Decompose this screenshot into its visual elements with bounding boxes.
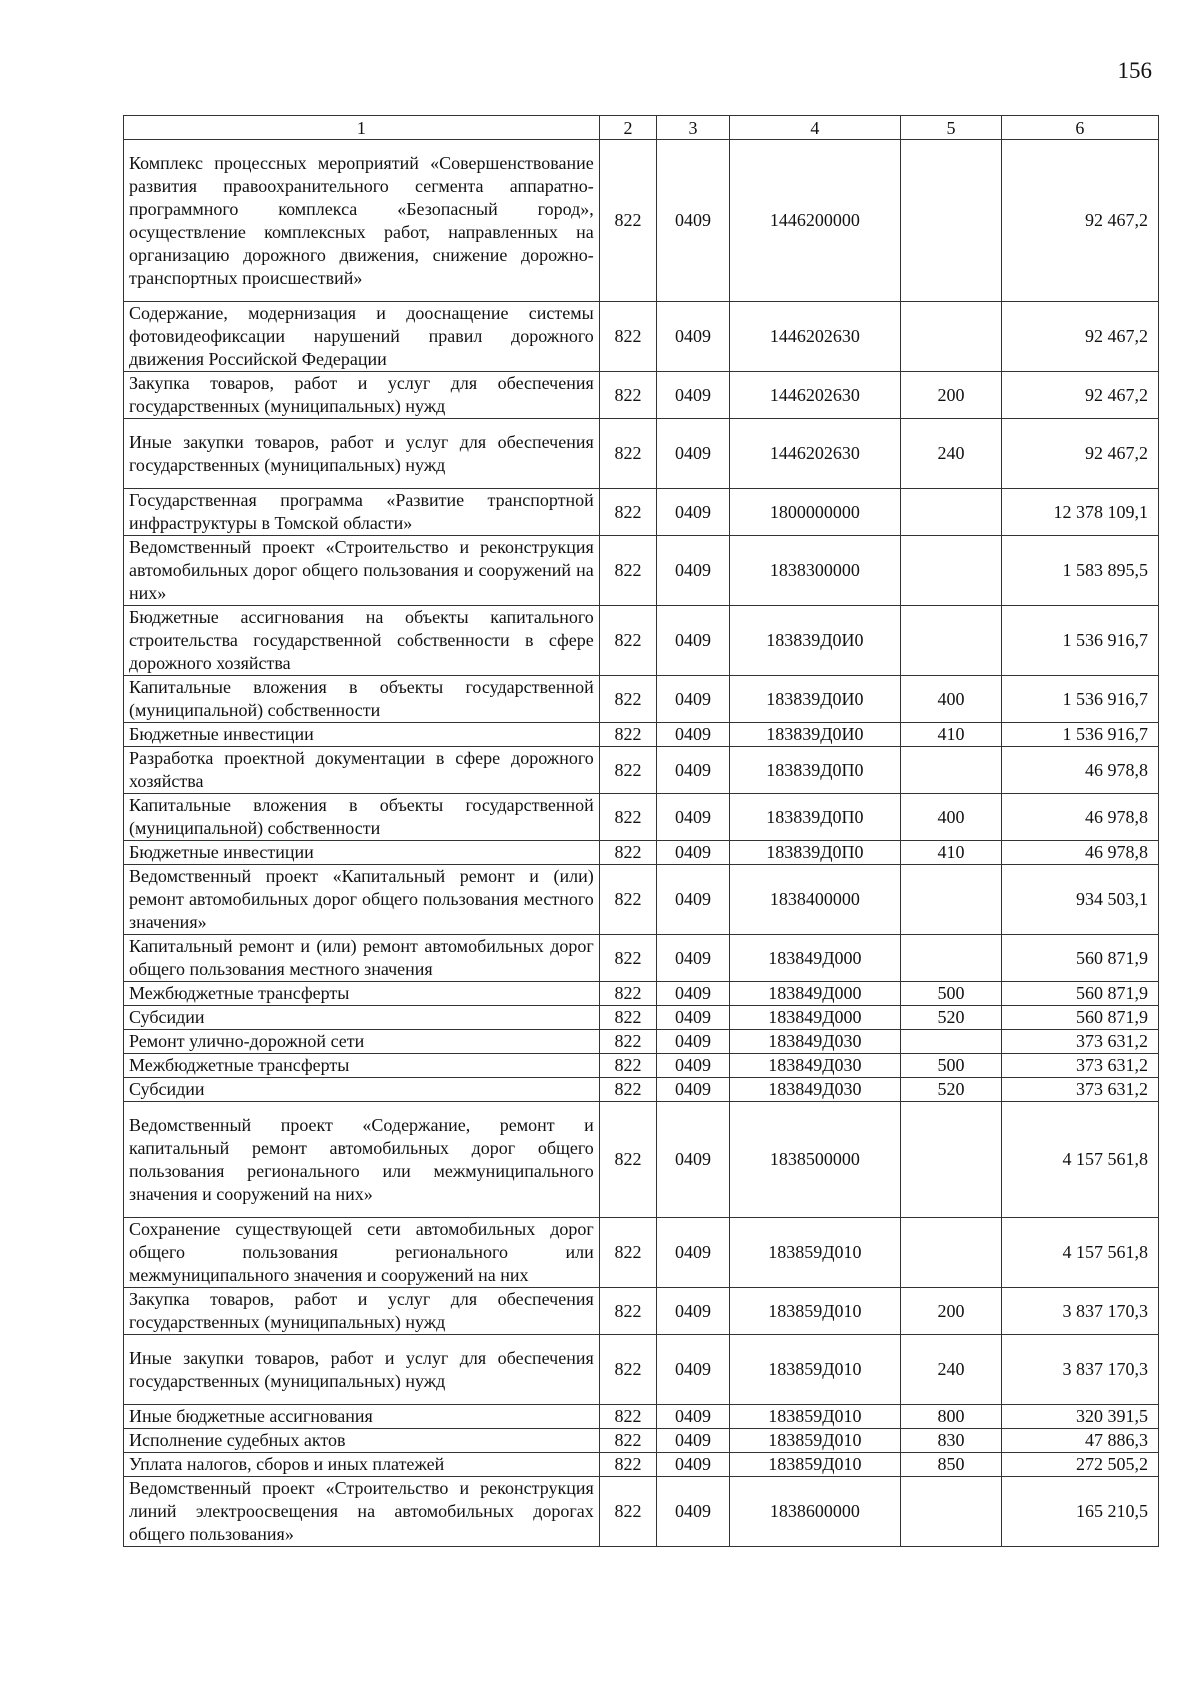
- cell-section: 0409: [657, 1453, 730, 1477]
- cell-amount: 272 505,2: [1001, 1453, 1158, 1477]
- cell-amount: 165 210,5: [1001, 1477, 1158, 1547]
- cell-section: 0409: [657, 1477, 730, 1547]
- cell-target-article: 183859Д010: [729, 1405, 900, 1429]
- cell-target-article: 1446202630: [729, 302, 900, 372]
- column-header: 6: [1001, 116, 1158, 140]
- cell-amount: 1 583 895,5: [1001, 536, 1158, 606]
- row-name: Закупка товаров, работ и услуг для обеспечения государственных (муниципальных) нужд: [124, 1288, 600, 1335]
- cell-target-article: 183859Д010: [729, 1218, 900, 1288]
- cell-expense-type: [901, 140, 1002, 302]
- cell-expense-type: 240: [901, 1335, 1002, 1405]
- cell-amount: 320 391,5: [1001, 1405, 1158, 1429]
- cell-amount: 3 837 170,3: [1001, 1335, 1158, 1405]
- cell-section: 0409: [657, 372, 730, 419]
- table-row: [124, 606, 1159, 676]
- cell-target-article: 183859Д010: [729, 1429, 900, 1453]
- row-name: Закупка товаров, работ и услуг для обеспечения государственных (муниципальных) нужд: [124, 372, 600, 419]
- cell-expense-type: 400: [901, 676, 1002, 723]
- cell-target-article: 183839Д0И0: [729, 676, 900, 723]
- cell-ministry: 822: [599, 982, 656, 1006]
- cell-section: 0409: [657, 841, 730, 865]
- cell-amount: 373 631,2: [1001, 1030, 1158, 1054]
- cell-section: 0409: [657, 1288, 730, 1335]
- table-row: [124, 489, 1159, 536]
- cell-ministry: 822: [599, 140, 656, 302]
- cell-amount: 46 978,8: [1001, 794, 1158, 841]
- cell-section: 0409: [657, 982, 730, 1006]
- cell-expense-type: 800: [901, 1405, 1002, 1429]
- cell-ministry: 822: [599, 1288, 656, 1335]
- cell-ministry: 822: [599, 1218, 656, 1288]
- row-name: Капитальные вложения в объекты государственной (муниципальной) собственности: [124, 794, 600, 841]
- cell-amount: 560 871,9: [1001, 1006, 1158, 1030]
- cell-target-article: 183849Д000: [729, 935, 900, 982]
- cell-amount: 560 871,9: [1001, 982, 1158, 1006]
- table-header-row: [124, 116, 1159, 140]
- cell-expense-type: [901, 1030, 1002, 1054]
- cell-ministry: 822: [599, 1477, 656, 1547]
- row-name: Государственная программа «Развитие транспортной инфраструктуры в Томской области»: [124, 489, 600, 536]
- cell-target-article: 183849Д030: [729, 1030, 900, 1054]
- cell-amount: 12 378 109,1: [1001, 489, 1158, 536]
- row-name: Ведомственный проект «Строительство и реконструкция автомобильных дорог общего пользования и сооружений на них»: [124, 536, 600, 606]
- row-name: Капитальный ремонт и (или) ремонт автомобильных дорог общего пользования местного значения: [124, 935, 600, 982]
- table-row: [124, 723, 1159, 747]
- cell-target-article: 1446202630: [729, 372, 900, 419]
- cell-expense-type: [901, 1218, 1002, 1288]
- cell-amount: 560 871,9: [1001, 935, 1158, 982]
- row-name: Субсидии: [124, 1078, 600, 1102]
- cell-target-article: 183839Д0П0: [729, 794, 900, 841]
- cell-expense-type: 200: [901, 372, 1002, 419]
- cell-ministry: 822: [599, 419, 656, 489]
- cell-amount: 92 467,2: [1001, 302, 1158, 372]
- cell-expense-type: [901, 489, 1002, 536]
- table-row: [124, 1288, 1159, 1335]
- cell-ministry: 822: [599, 302, 656, 372]
- row-name: Бюджетные инвестиции: [124, 723, 600, 747]
- row-name: Ведомственный проект «Содержание, ремонт и капитальный ремонт автомобильных дорог общего пользования регионального или межмуниципального значения и сооружений на них»: [124, 1102, 600, 1218]
- cell-target-article: 183839Д0П0: [729, 841, 900, 865]
- cell-target-article: 183849Д000: [729, 1006, 900, 1030]
- table-row: [124, 1006, 1159, 1030]
- table-row: [124, 302, 1159, 372]
- cell-ministry: 822: [599, 1405, 656, 1429]
- cell-expense-type: 410: [901, 841, 1002, 865]
- column-header: 1: [124, 116, 600, 140]
- cell-ministry: 822: [599, 723, 656, 747]
- cell-expense-type: 240: [901, 419, 1002, 489]
- cell-section: 0409: [657, 1030, 730, 1054]
- cell-expense-type: 500: [901, 1054, 1002, 1078]
- cell-expense-type: 500: [901, 982, 1002, 1006]
- row-name: Исполнение судебных актов: [124, 1429, 600, 1453]
- table-row: [124, 841, 1159, 865]
- column-header: 3: [657, 116, 730, 140]
- cell-expense-type: 520: [901, 1078, 1002, 1102]
- row-name: Ведомственный проект «Капитальный ремонт и (или) ремонт автомобильных дорог общего пользования местного значения»: [124, 865, 600, 935]
- row-name: Иные бюджетные ассигнования: [124, 1405, 600, 1429]
- cell-target-article: 1800000000: [729, 489, 900, 536]
- table-row: [124, 747, 1159, 794]
- cell-expense-type: [901, 606, 1002, 676]
- row-name: Межбюджетные трансферты: [124, 1054, 600, 1078]
- row-name: Комплекс процессных мероприятий «Совершенствование развития правоохранительного сегмента аппаратно-программного комплекса «Безопасный город», осуществление комплексных работ, направленных на организацию дорожного движения, снижение дорожно-транспортных происшествий»: [124, 140, 600, 302]
- cell-amount: 1 536 916,7: [1001, 606, 1158, 676]
- cell-expense-type: [901, 747, 1002, 794]
- row-name: Бюджетные ассигнования на объекты капитального строительства государственной собственности в сфере дорожного хозяйства: [124, 606, 600, 676]
- cell-target-article: 183849Д030: [729, 1054, 900, 1078]
- cell-target-article: 183849Д030: [729, 1078, 900, 1102]
- table-row: [124, 1477, 1159, 1547]
- row-name: Ведомственный проект «Строительство и реконструкция линий электроосвещения на автомобильных дорогах общего пользования»: [124, 1477, 600, 1547]
- cell-section: 0409: [657, 1429, 730, 1453]
- cell-section: 0409: [657, 536, 730, 606]
- cell-ministry: 822: [599, 1453, 656, 1477]
- cell-expense-type: 520: [901, 1006, 1002, 1030]
- cell-section: 0409: [657, 140, 730, 302]
- cell-section: 0409: [657, 489, 730, 536]
- row-name: Ремонт улично-дорожной сети: [124, 1030, 600, 1054]
- cell-section: 0409: [657, 1102, 730, 1218]
- cell-amount: 47 886,3: [1001, 1429, 1158, 1453]
- row-name: Содержание, модернизация и дооснащение системы фотовидеофиксации нарушений правил дорожного движения Российской Федерации: [124, 302, 600, 372]
- table-row: [124, 1030, 1159, 1054]
- cell-ministry: 822: [599, 1078, 656, 1102]
- cell-section: 0409: [657, 1335, 730, 1405]
- cell-section: 0409: [657, 935, 730, 982]
- cell-ministry: 822: [599, 1054, 656, 1078]
- cell-expense-type: [901, 935, 1002, 982]
- table-row: [124, 372, 1159, 419]
- table-row: [124, 1078, 1159, 1102]
- cell-ministry: 822: [599, 606, 656, 676]
- table-row: [124, 1218, 1159, 1288]
- cell-section: 0409: [657, 302, 730, 372]
- table-row: [124, 1429, 1159, 1453]
- cell-target-article: 183839Д0И0: [729, 723, 900, 747]
- cell-amount: 3 837 170,3: [1001, 1288, 1158, 1335]
- cell-ministry: 822: [599, 841, 656, 865]
- row-name: Уплата налогов, сборов и иных платежей: [124, 1453, 600, 1477]
- cell-section: 0409: [657, 723, 730, 747]
- cell-amount: 934 503,1: [1001, 865, 1158, 935]
- budget-table: [123, 115, 1159, 1547]
- cell-expense-type: [901, 1477, 1002, 1547]
- cell-ministry: 822: [599, 676, 656, 723]
- row-name: Бюджетные инвестиции: [124, 841, 600, 865]
- table-row: [124, 982, 1159, 1006]
- cell-ministry: 822: [599, 935, 656, 982]
- column-header: 2: [599, 116, 656, 140]
- cell-ministry: 822: [599, 1102, 656, 1218]
- cell-ministry: 822: [599, 1429, 656, 1453]
- cell-section: 0409: [657, 419, 730, 489]
- table-row: [124, 676, 1159, 723]
- table-row: [124, 1335, 1159, 1405]
- cell-section: 0409: [657, 1218, 730, 1288]
- cell-section: 0409: [657, 676, 730, 723]
- table-row: [124, 1054, 1159, 1078]
- table-row: [124, 865, 1159, 935]
- cell-target-article: 183859Д010: [729, 1288, 900, 1335]
- cell-ministry: 822: [599, 794, 656, 841]
- cell-section: 0409: [657, 747, 730, 794]
- cell-target-article: 1838500000: [729, 1102, 900, 1218]
- cell-ministry: 822: [599, 1335, 656, 1405]
- cell-target-article: 1838600000: [729, 1477, 900, 1547]
- cell-ministry: 822: [599, 747, 656, 794]
- cell-target-article: 1446202630: [729, 419, 900, 489]
- column-header: 4: [729, 116, 900, 140]
- cell-expense-type: 830: [901, 1429, 1002, 1453]
- cell-ministry: 822: [599, 489, 656, 536]
- row-name: Межбюджетные трансферты: [124, 982, 600, 1006]
- cell-ministry: 822: [599, 372, 656, 419]
- cell-section: 0409: [657, 606, 730, 676]
- cell-amount: 92 467,2: [1001, 419, 1158, 489]
- table-row: [124, 935, 1159, 982]
- column-header: 5: [901, 116, 1002, 140]
- cell-expense-type: 850: [901, 1453, 1002, 1477]
- cell-section: 0409: [657, 1006, 730, 1030]
- table-row: [124, 140, 1159, 302]
- row-name: Сохранение существующей сети автомобильных дорог общего пользования регионального или межмуниципального значения и сооружений на них: [124, 1218, 600, 1288]
- cell-target-article: 1446200000: [729, 140, 900, 302]
- table-row: [124, 794, 1159, 841]
- cell-expense-type: [901, 865, 1002, 935]
- cell-target-article: 183859Д010: [729, 1335, 900, 1405]
- cell-section: 0409: [657, 1078, 730, 1102]
- cell-amount: 4 157 561,8: [1001, 1102, 1158, 1218]
- cell-target-article: 183849Д000: [729, 982, 900, 1006]
- cell-section: 0409: [657, 794, 730, 841]
- row-name: Иные закупки товаров, работ и услуг для обеспечения государственных (муниципальных) нужд: [124, 419, 600, 489]
- cell-section: 0409: [657, 865, 730, 935]
- cell-amount: 92 467,2: [1001, 372, 1158, 419]
- row-name: Субсидии: [124, 1006, 600, 1030]
- cell-expense-type: [901, 536, 1002, 606]
- cell-amount: 373 631,2: [1001, 1078, 1158, 1102]
- cell-expense-type: 400: [901, 794, 1002, 841]
- cell-section: 0409: [657, 1054, 730, 1078]
- table-row: [124, 536, 1159, 606]
- cell-amount: 1 536 916,7: [1001, 723, 1158, 747]
- table-row: [124, 1405, 1159, 1429]
- cell-expense-type: 200: [901, 1288, 1002, 1335]
- cell-amount: 46 978,8: [1001, 841, 1158, 865]
- cell-ministry: 822: [599, 865, 656, 935]
- row-name: Разработка проектной документации в сфере дорожного хозяйства: [124, 747, 600, 794]
- cell-target-article: 183839Д0П0: [729, 747, 900, 794]
- cell-target-article: 183859Д010: [729, 1453, 900, 1477]
- cell-ministry: 822: [599, 536, 656, 606]
- cell-ministry: 822: [599, 1006, 656, 1030]
- table-row: [124, 419, 1159, 489]
- cell-expense-type: 410: [901, 723, 1002, 747]
- cell-amount: 46 978,8: [1001, 747, 1158, 794]
- table-row: [124, 1102, 1159, 1218]
- row-name: Капитальные вложения в объекты государственной (муниципальной) собственности: [124, 676, 600, 723]
- cell-amount: 4 157 561,8: [1001, 1218, 1158, 1288]
- cell-ministry: 822: [599, 1030, 656, 1054]
- cell-expense-type: [901, 302, 1002, 372]
- row-name: Иные закупки товаров, работ и услуг для обеспечения государственных (муниципальных) нужд: [124, 1335, 600, 1405]
- cell-target-article: 1838400000: [729, 865, 900, 935]
- cell-section: 0409: [657, 1405, 730, 1429]
- table-row: [124, 1453, 1159, 1477]
- cell-amount: 1 536 916,7: [1001, 676, 1158, 723]
- cell-amount: 373 631,2: [1001, 1054, 1158, 1078]
- cell-target-article: 1838300000: [729, 536, 900, 606]
- cell-expense-type: [901, 1102, 1002, 1218]
- cell-amount: 92 467,2: [1001, 140, 1158, 302]
- cell-target-article: 183839Д0И0: [729, 606, 900, 676]
- page-number: 156: [1117, 58, 1152, 83]
